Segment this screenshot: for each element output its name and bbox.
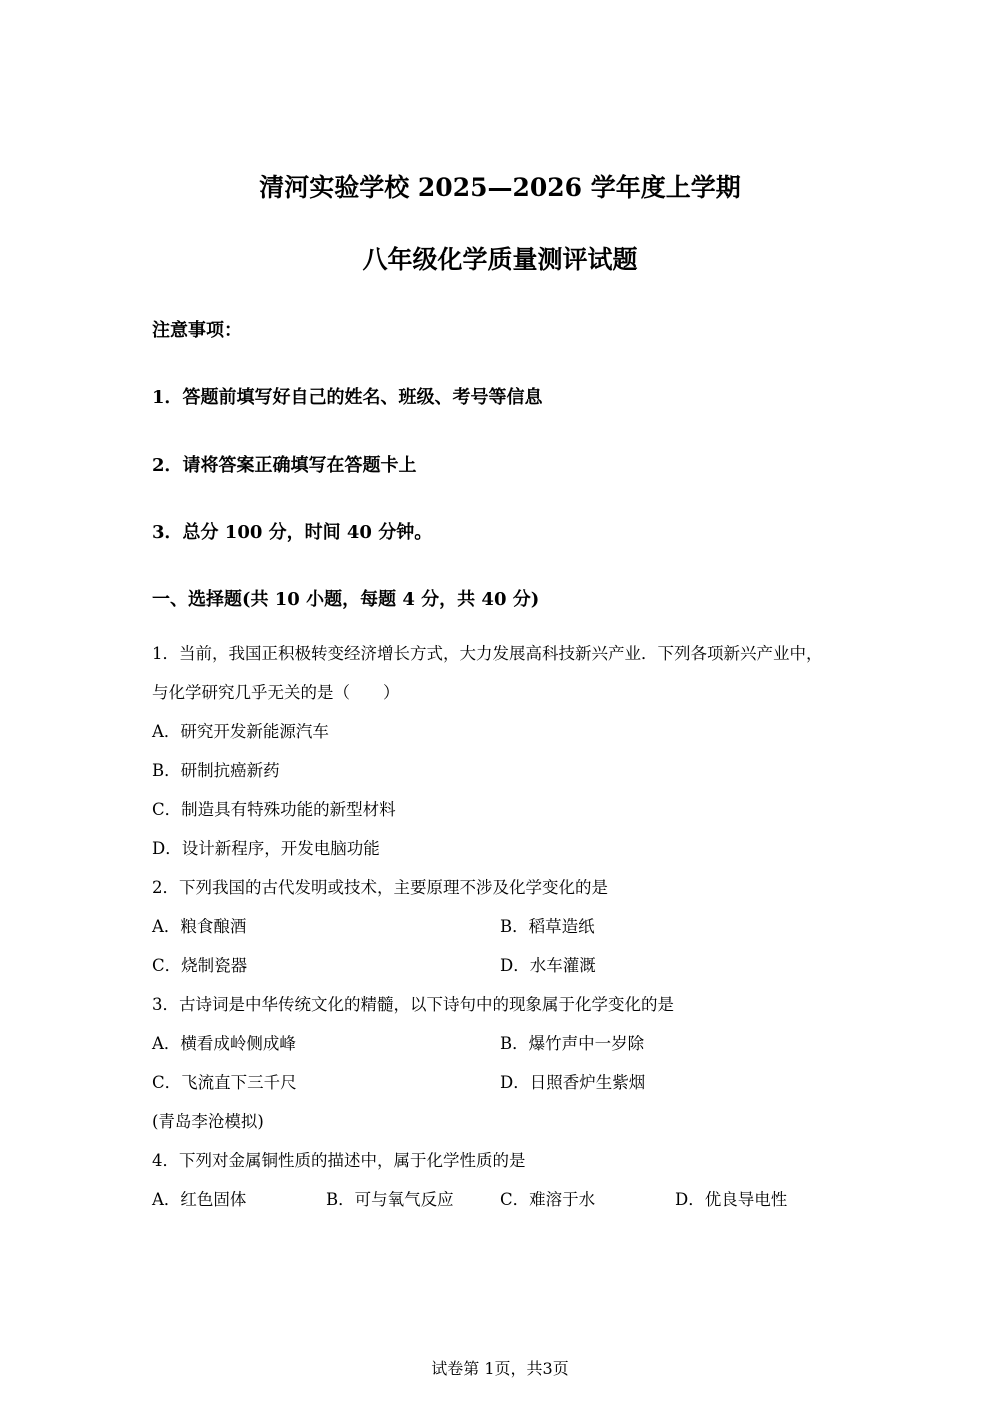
notice-item-2: 2．请将答案正确填写在答题卡上	[152, 455, 417, 476]
question-1-option-c: C．制造具有特殊功能的新型材料	[152, 800, 396, 819]
question-2-option-d: D．水车灌溉	[500, 956, 596, 975]
question-1-option-a: A．研究开发新能源汽车	[152, 722, 329, 741]
exam-title-line2: 八年级化学质量测评试题	[362, 245, 638, 274]
exam-title-line1: 清河实验学校 2025—2026 学年度上学期	[259, 173, 741, 202]
notice-heading: 注意事项：	[152, 320, 242, 341]
question-4-option-c: C．难溶于水	[500, 1190, 596, 1209]
question-2-option-a: A．粮食酿酒	[152, 917, 247, 936]
question-3-option-c: C．飞流直下三千尺	[152, 1073, 297, 1092]
question-4-option-b: B．可与氧气反应	[326, 1190, 454, 1209]
question-1-option-d: D．设计新程序，开发电脑功能	[152, 839, 380, 858]
question-3-source: (青岛李沧模拟)	[152, 1112, 264, 1131]
notice-item-3: 3．总分 100 分，时间 40 分钟。	[152, 522, 433, 543]
question-4-stem: 4．下列对金属铜性质的描述中，属于化学性质的是	[152, 1151, 526, 1170]
question-4-option-d: D．优良导电性	[675, 1190, 788, 1209]
question-2-option-b: B．稻草造纸	[500, 917, 595, 936]
question-4-option-a: A．红色固体	[152, 1190, 247, 1209]
question-3-stem: 3．古诗词是中华传统文化的精髓，以下诗句中的现象属于化学变化的是	[152, 995, 674, 1014]
question-2-option-c: C．烧制瓷器	[152, 956, 248, 975]
question-3-option-b: B．爆竹声中一岁除	[500, 1034, 645, 1053]
question-2-stem: 2．下列我国的古代发明或技术，主要原理不涉及化学变化的是	[152, 878, 608, 897]
question-1-line2: 与化学研究几乎无关的是（ ）	[152, 683, 400, 702]
question-1-line1: 1．当前，我国正积极转变经济增长方式，大力发展高科技新兴产业．下列各项新兴产业中，	[152, 644, 823, 663]
page-footer: 试卷第 1页，共3页	[431, 1359, 569, 1378]
question-3-option-d: D．日照香炉生紫烟	[500, 1073, 646, 1092]
question-1-option-b: B．研制抗癌新药	[152, 761, 280, 780]
notice-item-1: 1．答题前填写好自己的姓名、班级、考号等信息	[152, 387, 543, 408]
section-heading-choice: 一、选择题(共 10 小题，每题 4 分，共 40 分)	[152, 589, 540, 610]
question-3-option-a: A．横看成岭侧成峰	[152, 1034, 296, 1053]
